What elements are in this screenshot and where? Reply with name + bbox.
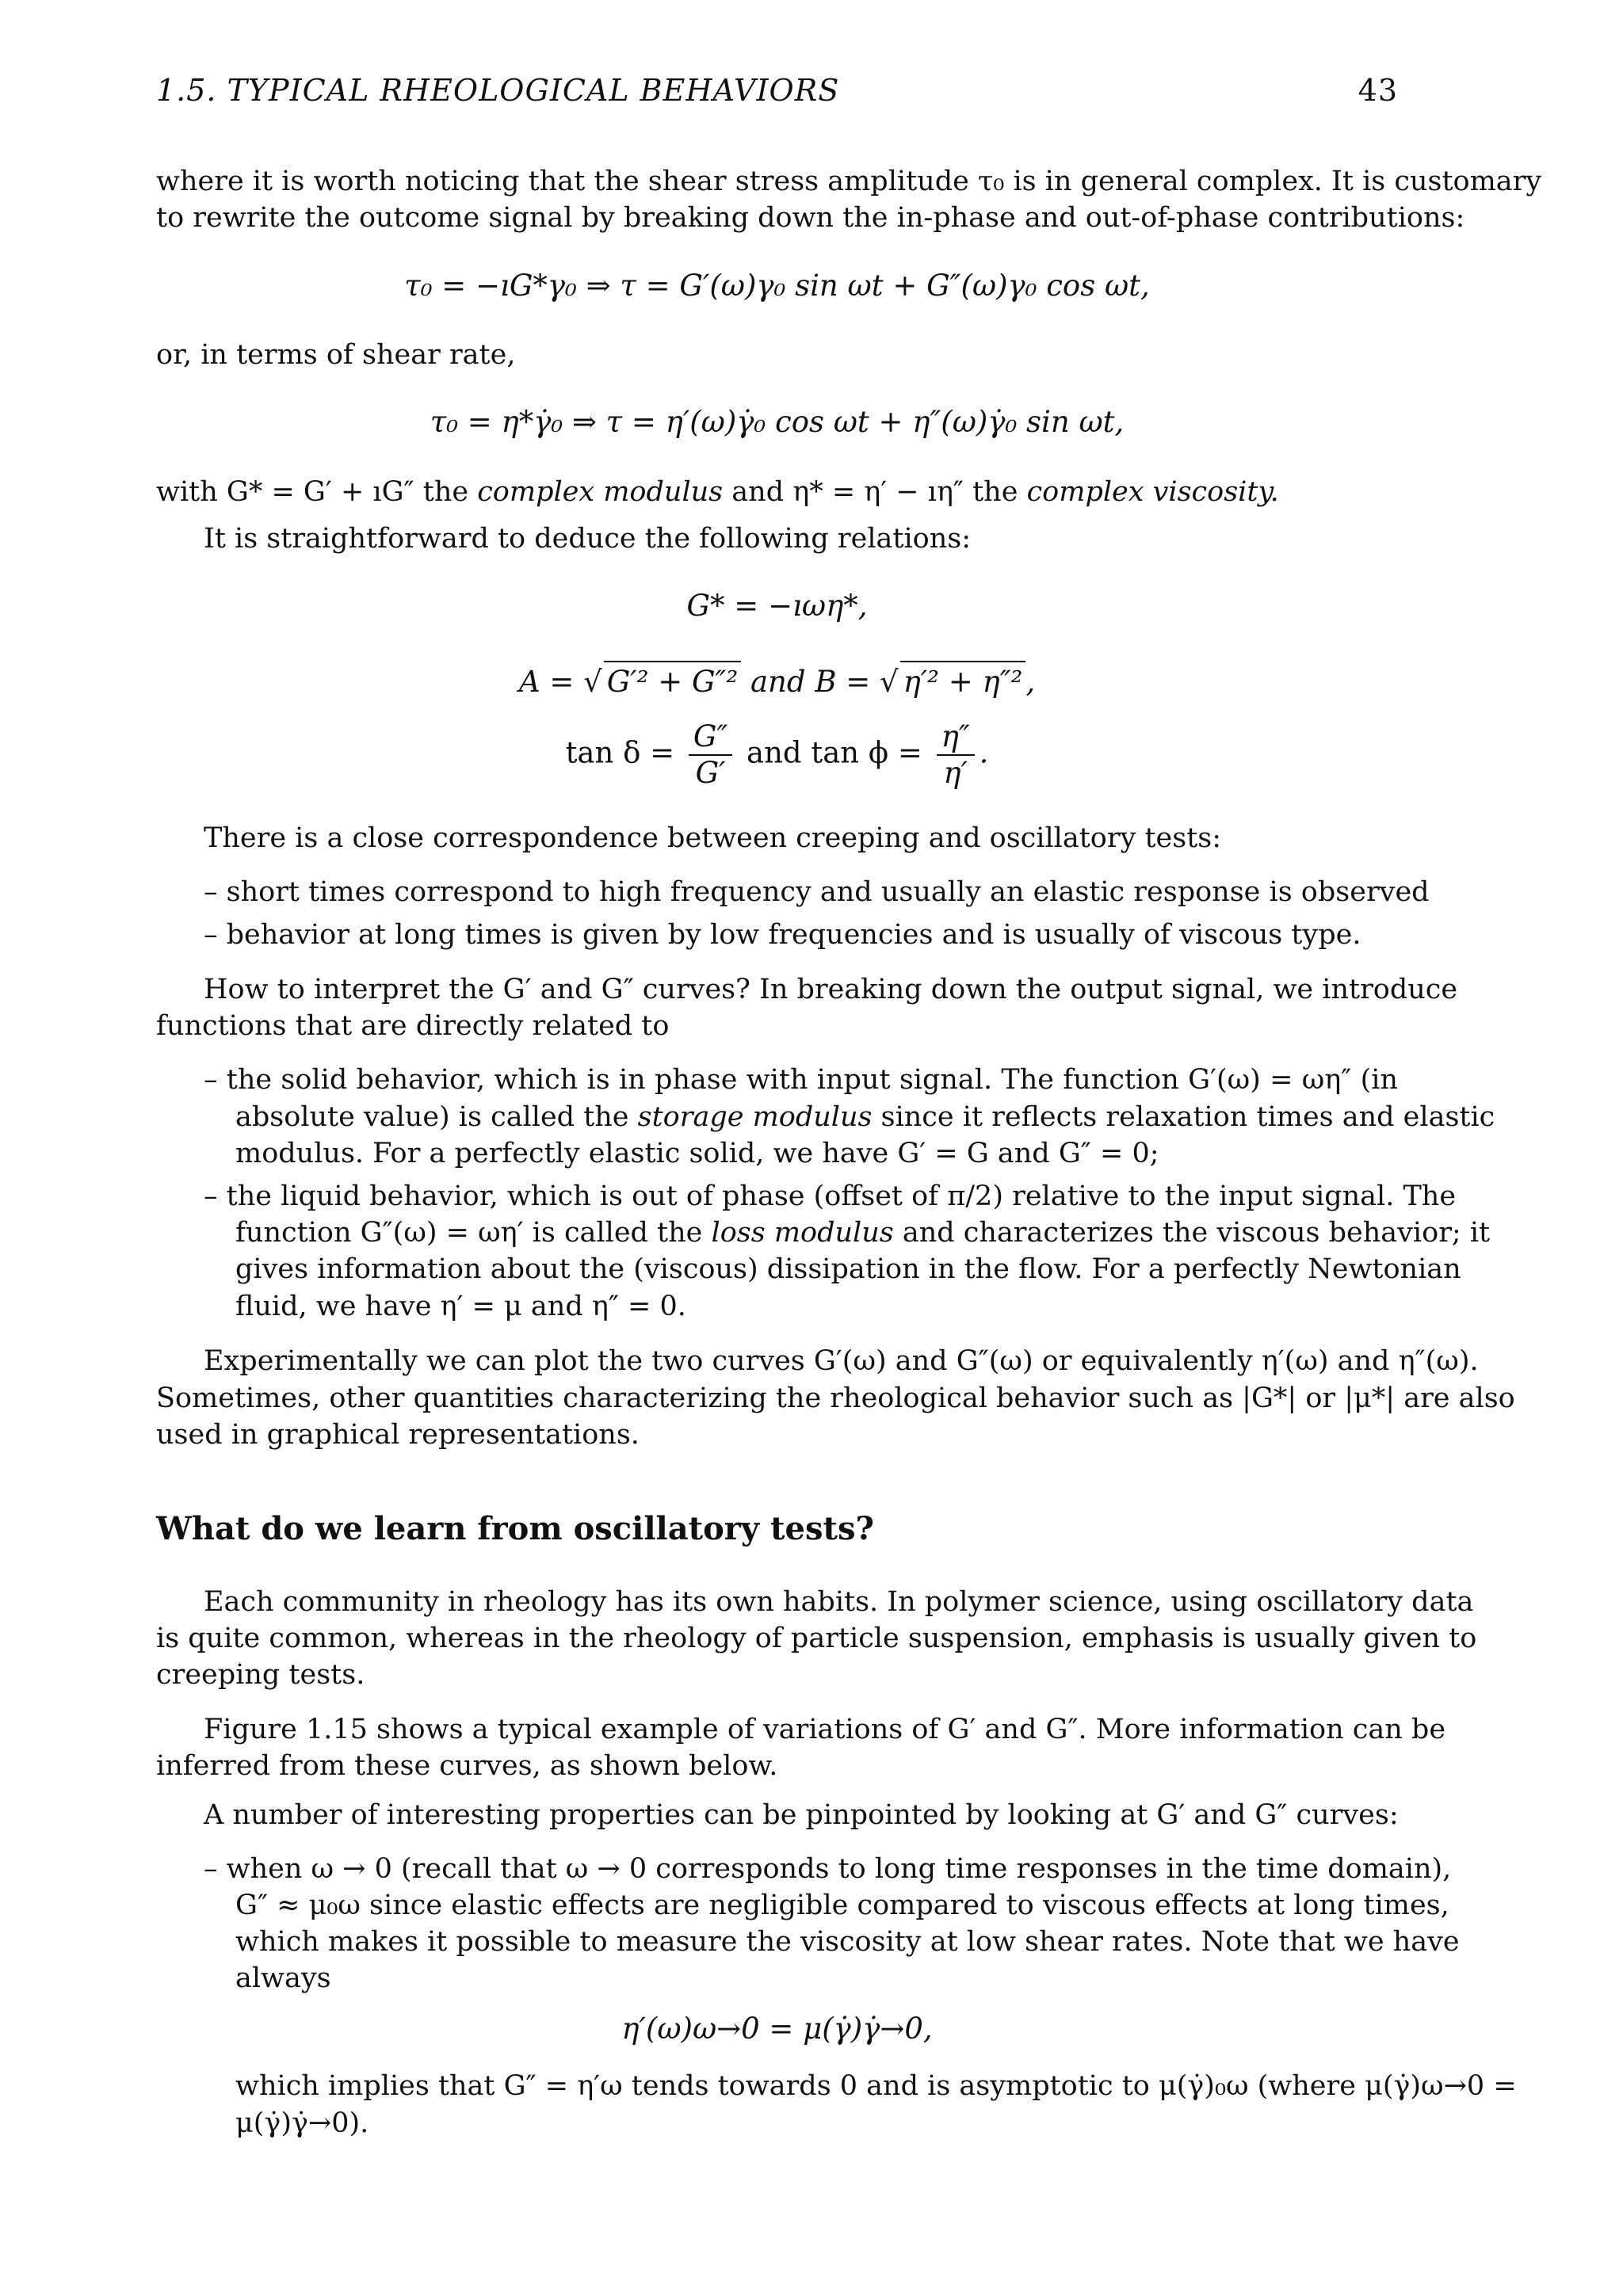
text-run: and characterizes the viscous behavior; it (893, 1217, 1491, 1249)
sqrt-term: η′² + η″² (900, 661, 1026, 702)
text-run: since it reflects relaxation times and elastic (872, 1101, 1495, 1133)
eq-part: tan δ = (565, 735, 675, 770)
paragraph-line: A number of interesting properties can be pinpointed by looking at G′ and G″ curves: (204, 1799, 1399, 1831)
text-run: absolute value) is called the (235, 1101, 638, 1133)
text-run: and η* = η′ − ıη″ the (723, 476, 1027, 508)
eq-part: and tan ϕ = (747, 735, 922, 770)
paragraph-line: It is straightforward to deduce the following relations: (204, 523, 972, 555)
eq-part: . (979, 735, 989, 770)
list-item-line: G″ ≈ μ₀ω since elastic effects are negligible compared to viscous effects at long times, (235, 1890, 1449, 1921)
term-storage-modulus: storage modulus (637, 1101, 873, 1133)
equation-low-frequency-limit: η′(ω)ω→0 = μ(γ̇)γ̇→0, (621, 2012, 933, 2046)
sqrt-term: G′² + G″² (604, 661, 742, 702)
fraction-denominator: η′ (943, 756, 968, 790)
list-item-line: which makes it possible to measure the viscosity at low shear rates. Note that we have (235, 1926, 1460, 1958)
equation-amplitudes (156, 661, 1398, 702)
section-heading: What do we learn from oscillatory tests? (156, 1510, 874, 1547)
fraction (937, 719, 975, 791)
paragraph-line: used in graphical representations. (156, 1419, 640, 1451)
paragraph-line: where it is worth noticing that the shear stress amplitude τ₀ is in general complex. It is customary (156, 166, 1542, 197)
list-item: – the solid behavior, which is in phase with input signal. The function G′(ω) = ωη″ (in (204, 1064, 1398, 1096)
list-item-line (235, 1215, 1491, 1251)
fraction (689, 719, 732, 791)
term-complex-viscosity: complex viscosity. (1026, 476, 1279, 508)
paragraph-line: or, in terms of shear rate, (156, 339, 516, 371)
paragraph-line: Each community in rheology has its own habits. In polymer science, using oscillatory data (204, 1586, 1474, 1618)
fraction-numerator: η″ (937, 719, 975, 756)
list-item: – behavior at long times is given by low frequencies and is usually of viscous type. (204, 919, 1361, 951)
list-item: – short times correspond to high frequency and usually an elastic response is observed (204, 876, 1430, 908)
paragraph-line: creeping tests. (156, 1659, 365, 1691)
paragraph-line: Experimentally we can plot the two curves G′(ω) and G″(ω) or equivalently η′(ω) and η″(ω). (204, 1345, 1479, 1377)
fraction-denominator: G′ (695, 756, 726, 790)
paragraph-line: Sometimes, other quantities characterizing the rheological behavior such as |G*| or |μ*| are also (156, 1383, 1515, 1414)
list-item-line: μ(γ̇)γ̇→0). (235, 2107, 369, 2139)
running-title: 1.5. TYPICAL RHEOLOGICAL BEHAVIORS (156, 73, 840, 108)
term-loss-modulus: loss modulus (711, 1217, 894, 1249)
paragraph-line: to rewrite the outcome signal by breaking down the in-phase and out-of-phase contributions: (156, 202, 1465, 234)
list-item-line: modulus. For a perfectly elastic solid, we have G′ = G and G″ = 0; (235, 1138, 1159, 1169)
paragraph-line: There is a close correspondence between creeping and oscillatory tests: (204, 822, 1222, 854)
fraction-numerator: G″ (689, 719, 732, 756)
list-item: – the liquid behavior, which is out of phase (offset of π/2) relative to the input signal. The (204, 1180, 1457, 1212)
equation-complex-relation: G* = −ıωη*, (686, 589, 868, 623)
list-item-line: which implies that G″ = η′ω tends towards 0 and is asymptotic to μ(γ̇)₀ω (where μ(γ̇)ω→0 = (235, 2070, 1517, 2102)
eq-part: A = √ (518, 665, 602, 699)
equation-shear-rate: τ₀ = η*γ̇₀ ⇒ τ = η′(ω)γ̇₀ cos ωt + η″(ω)γ̇₀ sin ωt, (430, 405, 1125, 439)
eq-part: , (1025, 665, 1036, 699)
paragraph-line: functions that are directly related to (156, 1010, 670, 1042)
equation-stress-amplitude: τ₀ = −ıG*γ₀ ⇒ τ = G′(ω)γ₀ sin ωt + G″(ω)γ₀ cos ωt, (404, 269, 1150, 303)
paragraph-line: inferred from these curves, as shown below. (156, 1750, 778, 1782)
text-run: with G* = G′ + ıG″ the (156, 476, 478, 508)
paragraph-line: How to interpret the G′ and G″ curves? In breaking down the output signal, we introduce (204, 974, 1458, 1005)
list-item: – when ω → 0 (recall that ω → 0 corresponds to long time responses in the time domain), (204, 1853, 1452, 1885)
list-item-line: fluid, we have η′ = μ and η″ = 0. (235, 1291, 686, 1322)
list-item-line: gives information about the (viscous) dissipation in the flow. For a perfectly Newtonian (235, 1253, 1461, 1285)
paragraph-line (156, 474, 1398, 510)
term-complex-modulus: complex modulus (477, 476, 724, 508)
running-header (156, 73, 1398, 113)
text-run: function G″(ω) = ωη′ is called the (235, 1217, 712, 1249)
list-item-line: always (235, 1962, 331, 1994)
page-number: 43 (1358, 73, 1398, 108)
list-item-line (235, 1099, 1495, 1135)
eq-part: and B = √ (741, 665, 899, 699)
paragraph-line: Figure 1.15 shows a typical example of variations of G′ and G″. More information can be (204, 1714, 1446, 1745)
paragraph-line: is quite common, whereas in the rheology of particle suspension, emphasis is usually given to (156, 1623, 1477, 1654)
equation-phase-angles (156, 719, 1398, 791)
